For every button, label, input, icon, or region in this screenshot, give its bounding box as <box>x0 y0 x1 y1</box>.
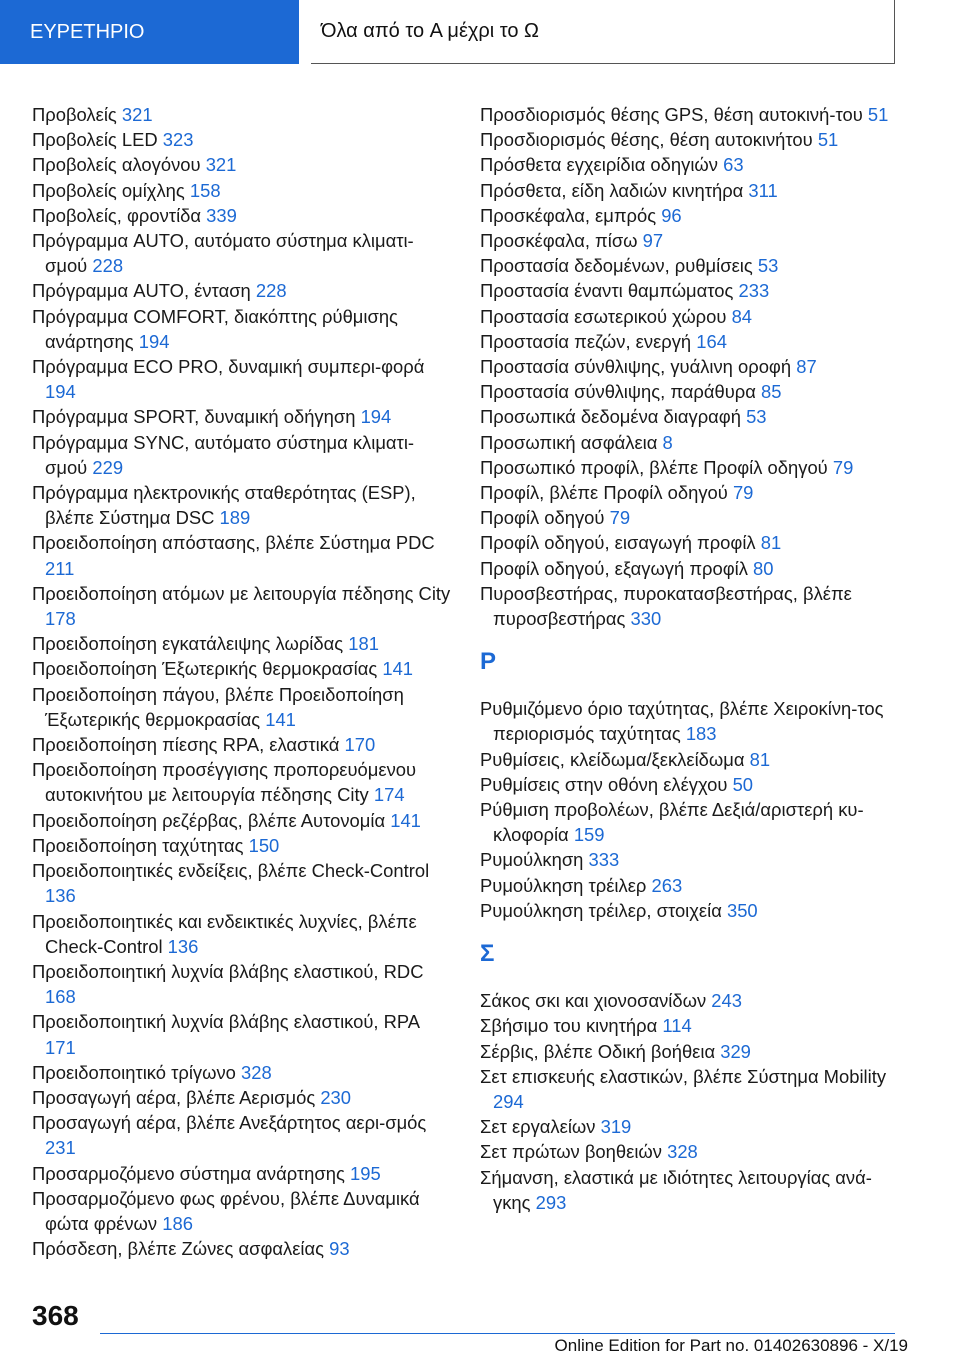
page-link[interactable]: 189 <box>219 507 251 529</box>
entry-text: Πρόγραμμα ECO PRO, δυναμική συμπερι‐φορά <box>32 356 425 378</box>
page-link[interactable]: 229 <box>92 456 124 478</box>
page-link[interactable]: 63 <box>723 154 744 176</box>
entry-text: Ρυθμίσεις, κλείδωμα/ξεκλείδωμα <box>480 748 745 770</box>
page-link[interactable]: 328 <box>241 1061 272 1083</box>
page-link[interactable]: 159 <box>573 824 605 846</box>
entry-text: Προβολείς ομίχλης <box>32 179 185 201</box>
index-entry <box>480 455 905 480</box>
page-link[interactable]: 294 <box>493 1090 524 1112</box>
index-entry <box>32 1085 452 1110</box>
index-entry <box>480 127 905 152</box>
page-link[interactable]: 168 <box>45 986 76 1008</box>
page-link[interactable]: 141 <box>265 708 296 730</box>
section-title: Όλα από το A μέχρι το Ω <box>311 0 895 64</box>
entry-text: Προσαρμοζόμενο σύστημα ανάρτησης <box>32 1162 345 1184</box>
page-link[interactable]: 228 <box>92 255 124 277</box>
page-link[interactable]: 51 <box>867 104 889 125</box>
letter-heading-s: Σ <box>480 940 495 968</box>
entry-text: Προειδοποίηση πάγου, βλέπε Προειδοποίηση Έξωτερικής θερμοκρασίας <box>32 683 404 730</box>
page-link[interactable]: 194 <box>45 381 76 403</box>
page-link[interactable]: 231 <box>45 1137 76 1159</box>
page-link[interactable]: 81 <box>749 748 771 770</box>
footer-divider <box>100 1333 895 1334</box>
index-entry <box>32 808 452 833</box>
entry-text: Σάκος σκι και χιονοσανίδων <box>480 990 707 1012</box>
entry-text: Προφίλ, βλέπε Προφίλ οδηγού <box>480 482 728 504</box>
entry-text: Πρόγραμμα COMFORT, διακόπτης ρύθμισης ανάρτησης <box>32 305 398 352</box>
index-column-left <box>32 102 452 1261</box>
page-link[interactable]: 333 <box>588 849 620 871</box>
entry-text: Προειδοποίηση ατόμων με λειτουργία πέδησης City <box>32 582 451 604</box>
entry-text: Προειδοποίηση προσέγγισης προπορευόμενου αυτοκινήτου με λειτουργία πέδησης City <box>32 759 417 806</box>
page-link[interactable]: 170 <box>344 734 376 756</box>
index-entry <box>480 480 905 505</box>
page-link[interactable]: 53 <box>757 255 779 277</box>
index-entry <box>32 732 452 757</box>
index-entry <box>32 354 452 404</box>
page-link[interactable]: 80 <box>753 557 774 579</box>
entry-text: Πρόσδεση, βλέπε Ζώνες ασφαλείας <box>32 1238 324 1260</box>
entry-text: Προειδοποιητικό τρίγωνο <box>32 1061 236 1083</box>
page-link[interactable]: 150 <box>248 834 280 856</box>
page-link[interactable]: 328 <box>667 1141 698 1163</box>
entry-text: Ρυμούλκηση τρέιλερ, στοιχεία <box>480 899 722 921</box>
entry-text: Προσαγωγή αέρα, βλέπε Ανεξάρτητος αερι‐σμός <box>32 1112 427 1134</box>
entry-text: Ρυθμιζόμενο όριο ταχύτητας, βλέπε Χειροκίνη‐τος περιορισμός ταχύτητας <box>480 698 884 745</box>
page-link[interactable]: 141 <box>390 809 421 831</box>
index-entry <box>32 228 452 278</box>
entry-text: Προειδοποίηση ταχύτητας <box>32 834 244 856</box>
entry-text: Προφίλ οδηγού <box>480 507 605 529</box>
index-entry <box>480 304 905 329</box>
page-link[interactable]: 87 <box>796 356 817 378</box>
index-entry <box>32 178 452 203</box>
entry-text: Πρόγραμμα AUTO, αυτόματο σύστημα κλιματι‐σμού <box>32 230 414 277</box>
page-link[interactable]: 228 <box>255 280 287 302</box>
page-number: 368 <box>32 1300 79 1331</box>
index-entry <box>32 1236 452 1261</box>
page-link[interactable]: 84 <box>731 305 753 327</box>
index-entry <box>480 1114 905 1139</box>
index-entry <box>480 988 905 1013</box>
entry-text: Πρόγραμμα SYNC, αυτόματο σύστημα κλιματι‐σμού <box>32 431 415 478</box>
entry-text: Προειδοποιητικές ενδείξεις, βλέπε Check-Control <box>32 860 430 882</box>
index-column-right <box>480 102 905 1215</box>
entry-text: Προειδοποίηση ρεζέρβας, βλέπε Αυτονομία <box>32 809 386 831</box>
entry-text: Πρόσθετα, είδη λαδιών κινητήρα <box>480 179 744 201</box>
page-link[interactable]: 194 <box>360 406 392 428</box>
entry-text: Πρόγραμμα SPORT, δυναμική οδήγηση <box>32 406 356 428</box>
entry-text: Προσωπική ασφάλεια <box>480 431 658 453</box>
index-entry <box>32 656 452 681</box>
index-entry <box>480 203 905 228</box>
entry-text: Προσαγωγή αέρα, βλέπε Αερισμός <box>32 1086 316 1108</box>
entry-text: Προστασία δεδομένων, ρυθμίσεις <box>480 255 753 277</box>
index-entry <box>480 873 905 898</box>
entry-text: Προστασία σύνθλιψης, παράθυρα <box>480 381 756 403</box>
index-entry <box>32 682 452 732</box>
entry-text: Πρόγραμμα AUTO, ένταση <box>32 280 251 302</box>
entry-text: Σετ πρώτων βοηθειών <box>480 1141 662 1163</box>
page-link[interactable]: 183 <box>685 723 717 745</box>
page-link[interactable]: 81 <box>760 532 782 554</box>
entry-text: Σετ επισκευής ελαστικών, βλέπε Σύστημα Mobility <box>480 1065 887 1087</box>
index-tab[interactable]: ΕΥΡΕΤΗΡΙΟ <box>0 0 299 64</box>
entry-text: Ρυθμίσεις στην οθόνη ελέγχου <box>480 773 728 795</box>
entry-text: Σήμανση, ελαστικά με ιδιότητες λειτουργίας ανά‐γκης <box>480 1166 872 1213</box>
entry-text: Προφίλ οδηγού, εισαγωγή προφίλ <box>480 532 756 554</box>
entry-text: Προειδοποίηση εγκατάλειψης λωρίδας <box>32 633 344 655</box>
page-link[interactable]: 96 <box>661 204 682 226</box>
entry-text: Σέρβις, βλέπε Οδική βοήθεια <box>480 1040 716 1062</box>
index-entry <box>32 909 452 959</box>
entry-text: Ρύθμιση προβολέων, βλέπε Δεξιά/αριστερή κυ‐κλοφορία <box>480 799 864 846</box>
index-entry <box>32 581 452 631</box>
page-link[interactable]: 263 <box>651 874 683 896</box>
index-entry <box>480 797 905 847</box>
page-link[interactable]: 114 <box>662 1015 692 1037</box>
page-link[interactable]: 79 <box>609 507 631 529</box>
page-link[interactable]: 319 <box>600 1116 632 1138</box>
entry-text: Πρόσθετα εγχειρίδια οδηγιών <box>480 154 718 176</box>
index-entry <box>480 1039 905 1064</box>
entry-text: Σβήσιμο του κινητήρα <box>480 1015 658 1037</box>
entry-text: Προειδοποιητικές και ενδεικτικές λυχνίες, βλέπε Check-Control <box>32 910 417 957</box>
page-link[interactable]: 141 <box>382 658 414 680</box>
page-link[interactable]: 194 <box>138 330 170 352</box>
entry-text: Πυροσβεστήρας, πυροκατασβεστήρας, βλέπε πυροσβεστήρας <box>480 582 852 630</box>
index-entry <box>480 329 905 354</box>
edition-footer: Online Edition for Part no. 01402630896 - X/19 <box>554 1336 908 1355</box>
page-link[interactable]: 51 <box>817 129 839 151</box>
index-entry <box>480 152 905 177</box>
page-link[interactable]: 293 <box>535 1191 567 1213</box>
index-entry <box>480 354 905 379</box>
index-entry <box>480 581 905 631</box>
index-entry <box>32 102 452 127</box>
entry-text: Ρυμούλκηση <box>480 849 584 871</box>
index-entry <box>32 1009 452 1059</box>
index-entry <box>32 304 452 354</box>
page-link[interactable]: 50 <box>732 773 754 795</box>
index-entry <box>32 127 452 152</box>
letter-heading-r: Ρ <box>480 648 497 676</box>
entry-text: Προειδοποιητική λυχνία βλάβης ελαστικού, RDC <box>32 960 424 982</box>
index-entry <box>480 253 905 278</box>
page-link[interactable]: 136 <box>45 885 76 907</box>
entry-text: Προβολείς LED <box>32 129 158 151</box>
entry-text: Προειδοποιητική λυχνία βλάβης ελαστικού, RPA <box>32 1011 420 1033</box>
index-entry <box>480 178 905 203</box>
index-entry <box>480 772 905 797</box>
index-entry <box>480 530 905 555</box>
entry-text: Προστασία εσωτερικού χώρου <box>480 305 727 327</box>
page-link[interactable]: 85 <box>760 381 782 403</box>
index-entry <box>32 858 452 908</box>
entry-text: Σετ εργαλείων <box>480 1116 596 1138</box>
page-link[interactable]: 174 <box>373 784 405 806</box>
index-entry <box>480 1064 905 1114</box>
page-link[interactable]: 8 <box>662 431 673 453</box>
entry-text: Προστασία σύνθλιψης, γυάλινη οροφή <box>480 356 792 378</box>
index-entry <box>32 1110 452 1160</box>
index-entry <box>32 278 452 303</box>
entry-text: Προβολείς <box>32 104 117 125</box>
page-link[interactable]: 97 <box>642 230 664 252</box>
index-entry <box>32 203 452 228</box>
page-link[interactable]: 79 <box>732 482 754 504</box>
entry-text: Προσκέφαλα, πίσω <box>480 230 638 252</box>
page-link[interactable]: 339 <box>206 204 237 226</box>
entry-text: Προειδοποίηση πίεσης RPA, ελαστικά <box>32 734 340 756</box>
page-link[interactable]: 233 <box>738 280 770 302</box>
entry-text: Ρυμούλκηση τρέιλερ <box>480 874 647 896</box>
entry-text: Πρόγραμμα ηλεκτρονικής σταθερότητας (ESP), βλέπε Σύστημα DSC <box>32 482 416 529</box>
entry-text: Προβολείς, φροντίδα <box>32 204 202 226</box>
index-entry <box>480 556 905 581</box>
index-entry <box>480 102 905 127</box>
index-entry <box>32 480 452 530</box>
page-link[interactable]: 158 <box>189 179 221 201</box>
page-link[interactable]: 350 <box>726 899 758 921</box>
index-entry <box>32 1186 452 1236</box>
index-entry <box>480 430 905 455</box>
index-entry <box>480 747 905 772</box>
index-entry <box>32 1161 452 1186</box>
index-entry <box>480 228 905 253</box>
index-entry <box>480 505 905 530</box>
page-link[interactable]: 329 <box>720 1040 751 1062</box>
entry-text: Προειδοποίηση απόστασης, βλέπε Σύστημα PDC <box>32 532 435 554</box>
page-link[interactable]: 53 <box>746 406 767 428</box>
page-link[interactable]: 171 <box>45 1036 76 1058</box>
index-entry <box>32 959 452 1009</box>
index-entry <box>32 1060 452 1085</box>
index-entry <box>480 1165 905 1215</box>
page-link[interactable]: 93 <box>329 1238 350 1260</box>
page-link[interactable]: 136 <box>167 935 199 957</box>
entry-text: Προσδιορισμός θέσης, θέση αυτοκινήτου <box>480 129 813 151</box>
entry-text: Προστασία έναντι θαμπώματος <box>480 280 734 302</box>
index-entry <box>32 152 452 177</box>
entry-text: Προσωπικά δεδομένα διαγραφή <box>480 406 741 428</box>
index-entry <box>32 757 452 807</box>
entry-text: Προσδιορισμός θέσης GPS, θέση αυτοκινή‐του <box>480 104 863 125</box>
index-entry <box>32 430 452 480</box>
page-link[interactable]: 330 <box>630 608 662 630</box>
index-entry <box>480 278 905 303</box>
page-link[interactable]: 164 <box>696 330 727 352</box>
index-entry <box>480 1013 905 1038</box>
entry-text: Προειδοποίηση Έξωτερικής θερμοκρασίας <box>32 658 378 680</box>
entry-text: Προσαρμοζόμενο φως φρένου, βλέπε Δυναμικά φώτα φρένων <box>32 1187 420 1234</box>
page-link[interactable]: 323 <box>162 129 194 151</box>
entry-text: Προφίλ οδηγού, εξαγωγή προφίλ <box>480 557 748 579</box>
page-link[interactable]: 230 <box>320 1086 351 1108</box>
page-link[interactable]: 243 <box>711 990 742 1012</box>
entry-text: Προσκέφαλα, εμπρός <box>480 204 657 226</box>
index-entry <box>480 898 905 923</box>
index-entry <box>480 696 905 746</box>
index-entry <box>480 847 905 872</box>
page-link[interactable]: 178 <box>45 608 76 630</box>
index-entry <box>32 833 452 858</box>
index-entry <box>32 530 452 580</box>
page-link[interactable]: 211 <box>45 557 75 579</box>
page-link[interactable]: 186 <box>162 1212 193 1234</box>
entry-text: Προβολείς αλογόνου <box>32 154 201 176</box>
index-entry <box>480 404 905 429</box>
page-link[interactable]: 311 <box>748 179 778 201</box>
index-entry <box>480 379 905 404</box>
page-link[interactable]: 321 <box>205 154 237 176</box>
entry-text: Προστασία πεζών, ενεργή <box>480 330 692 352</box>
page-link[interactable]: 79 <box>832 456 854 478</box>
index-entry <box>480 1139 905 1164</box>
page-link[interactable]: 181 <box>348 633 379 655</box>
page-link[interactable]: 195 <box>349 1162 381 1184</box>
index-entry <box>32 404 452 429</box>
page-link[interactable]: 321 <box>121 104 153 125</box>
entry-text: Προσωπικό προφίλ, βλέπε Προφίλ οδηγού <box>480 456 828 478</box>
index-entry <box>32 631 452 656</box>
